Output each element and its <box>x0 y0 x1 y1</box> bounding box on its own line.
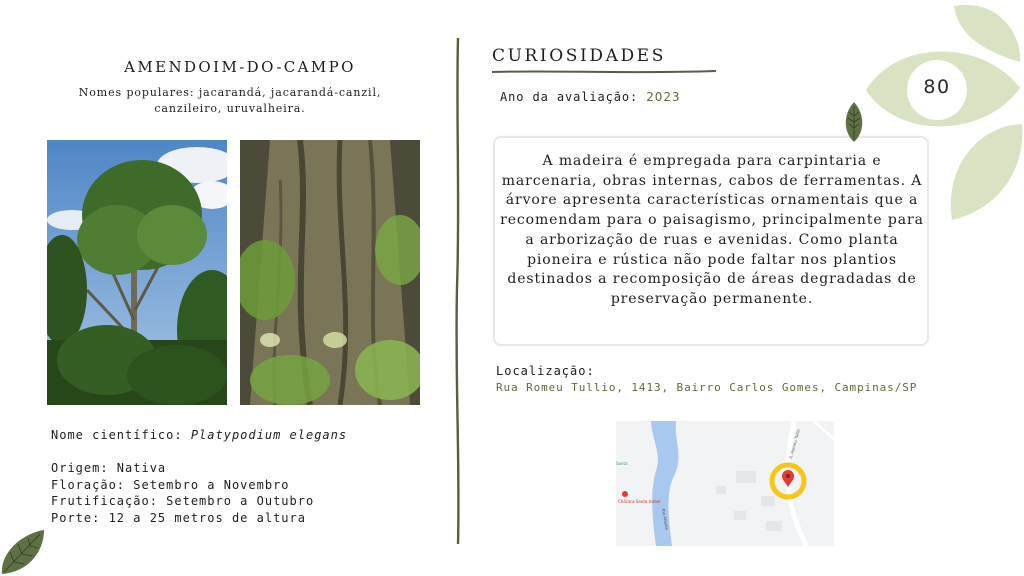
vertical-divider <box>453 38 463 544</box>
tree-photo <box>47 140 227 405</box>
map-poi-icon <box>622 491 628 497</box>
year-value: 2023 <box>646 90 681 104</box>
map-road-label: R. Romeu Tullio <box>788 428 801 460</box>
page-number: 80 <box>923 76 951 98</box>
fruiting-line: Frutificação: Setembro a Outubro <box>51 494 315 508</box>
year-label: Ano da avaliação: <box>500 90 647 104</box>
scientific-name-label: Nome científico: <box>51 428 191 442</box>
species-title: AMENDOIM-DO-CAMPO <box>124 58 356 76</box>
map-edge-label: Santa <box>616 461 628 466</box>
origin-line: Origem: Nativa <box>51 461 167 475</box>
decorative-leaves <box>858 0 1024 225</box>
leaf-icon <box>843 102 865 142</box>
evaluation-year <box>500 90 680 104</box>
size-line: Porte: 12 a 25 metros de altura <box>51 510 306 525</box>
location-address: Rua Romeu Tullio, 1413, Bairro Carlos Gomes, Campinas/SP <box>496 381 918 394</box>
location-label: Localização: <box>496 364 595 378</box>
flowering-line: Floração: Setembro a Novembro <box>51 477 290 492</box>
section-heading: CURIOSIDADES <box>492 46 666 66</box>
popular-names: Nomes populares: jacarandá, jacarandá-canzil, canzileiro, uruvalheira. <box>78 86 382 115</box>
location-map[interactable] <box>616 421 834 546</box>
map-poi-label: Chácara Santa Isabel <box>618 499 661 504</box>
map-river-label: Rio Atibaia <box>661 508 670 531</box>
species-details <box>51 460 314 526</box>
scientific-name: Platypodium elegans <box>190 428 348 442</box>
description-text: A madeira é empregada para carpintaria e marcenaria, obras internas, cabos de ferramentas. A árvore apresenta características ornamentais que a recomendam para o paisagismo, principalmente para a arborização de ruas e avenidas. Como planta pioneira e rústica não pode faltar nos plantios destinados a recomposição de áreas degradadas de preservação permanente. <box>500 153 924 307</box>
trunk-photo <box>240 140 420 405</box>
heading-underline <box>492 68 716 76</box>
scientific-name-line <box>51 428 347 442</box>
leaf-icon-corner <box>0 528 46 576</box>
